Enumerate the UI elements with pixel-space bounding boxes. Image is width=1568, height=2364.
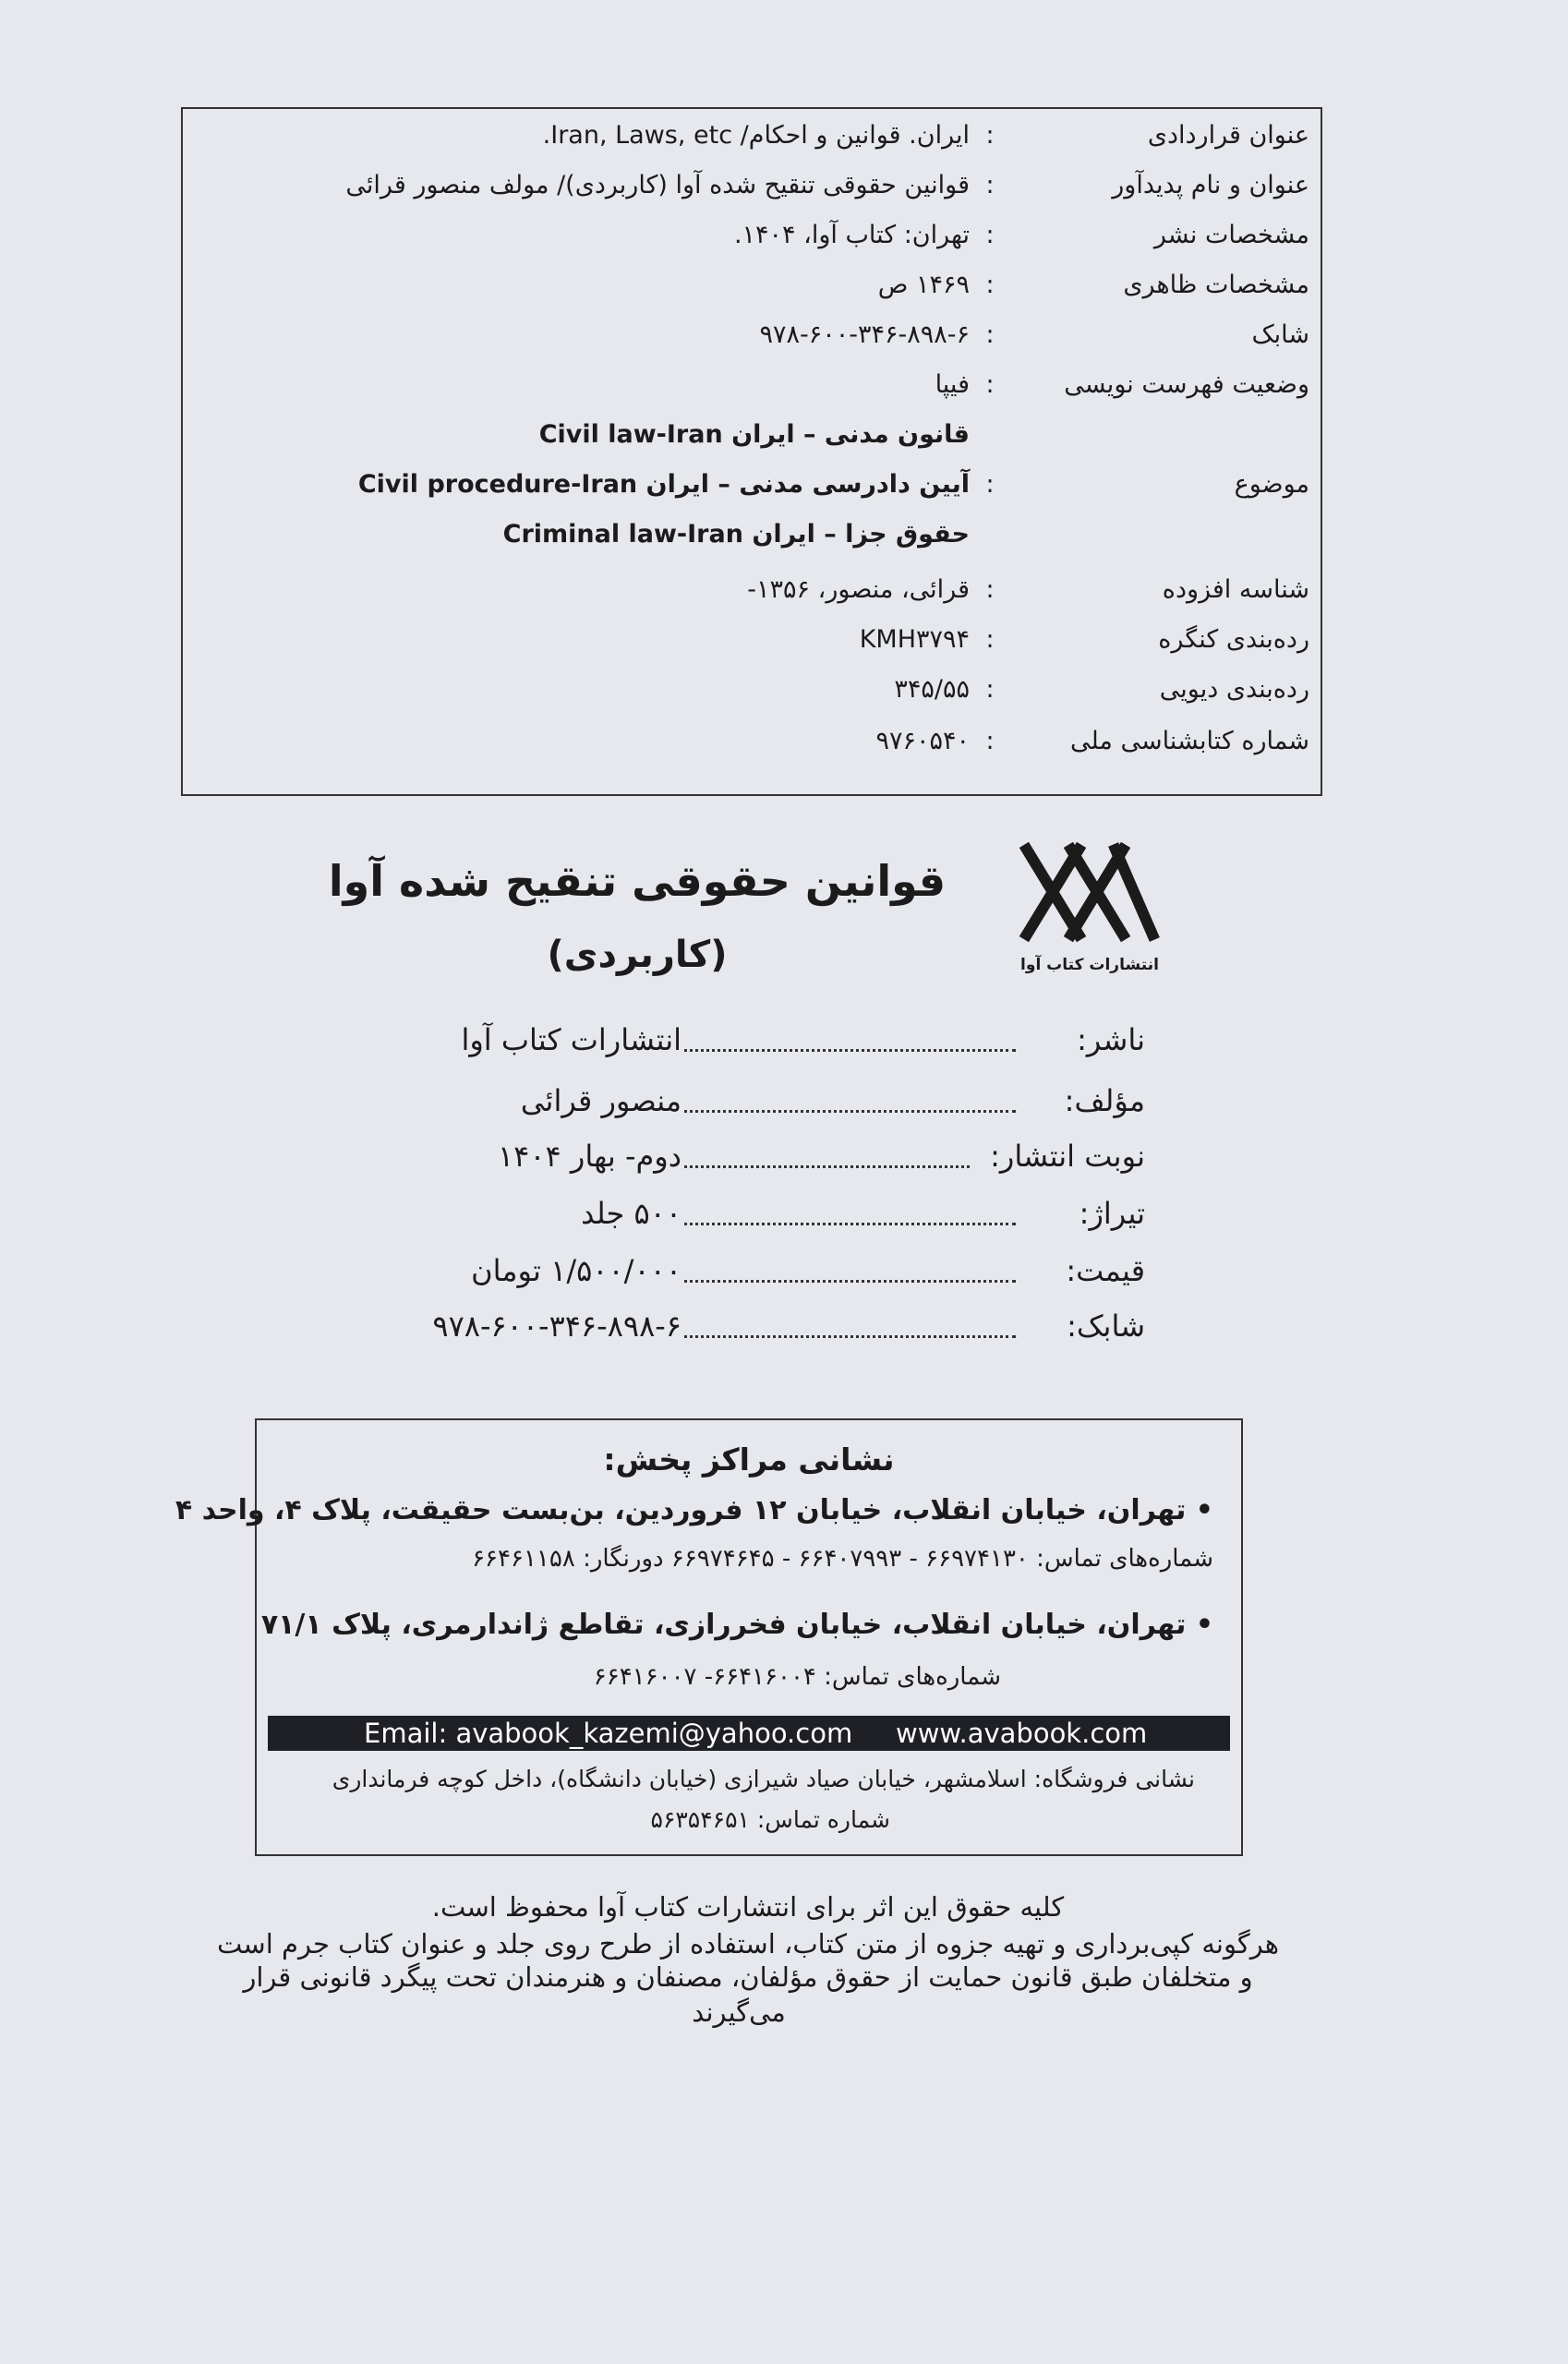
imprint-row <box>342 1300 1154 1352</box>
cip-row <box>183 362 1321 408</box>
copyright-line: و متخلفان طبق قانون حمایت از حقوق مؤلفان، مصنفان و هنرمندان تحت پیگرد قانونی قرار <box>243 1961 1253 1993</box>
distribution-phones: شماره‌های تماس: ۶۶۹۷۴۱۳۰ - ۶۶۴۰۷۹۹۳ - ۶۶۹۷۴۶۴۵ دورنگار: ۶۶۴۶۱۱۵۸ <box>472 1545 1213 1573</box>
cip-label: رده‌بندی دیویی <box>1159 675 1309 704</box>
imprint-row <box>342 1188 1154 1239</box>
imprint-value: دوم- بهار ۱۴۰۴ <box>342 1130 681 1182</box>
cip-value: ۳۴۵/۵۵ <box>894 675 970 704</box>
imprint-row <box>342 1130 1154 1182</box>
copyright-line: هرگونه کپی‌برداری و تهیه جزوه از متن کتاب، استفاده از طرح روی جلد و عنوان کتاب جرم است <box>216 1928 1280 1960</box>
imprint-label: قیمت: <box>1066 1253 1145 1288</box>
imprint-value: ۱/۵۰۰/۰۰۰ تومان <box>342 1245 681 1297</box>
cip-label: شماره کتابشناسی ملی <box>1069 727 1309 755</box>
cip-label: مشخصات ظاهری <box>1123 271 1309 299</box>
book-subtitle: (کاربردی) <box>547 934 728 976</box>
distribution-phones: شماره‌های تماس: ۶۶۴۱۶۰۰۴- ۶۶۴۱۶۰۰۷ <box>593 1663 1001 1691</box>
ava-books-logo-icon <box>1014 842 1165 981</box>
cip-colon: : <box>985 575 995 604</box>
cip-label: عنوان قراردادی <box>1147 121 1309 150</box>
distribution-centers-box <box>175 1418 1243 1856</box>
website-link[interactable]: www.avabook.com <box>896 1718 1148 1749</box>
store-address: نشانی فروشگاه: اسلامشهر، خیابان صیاد شیرازی (خیابان دانشگاه)، داخل کوچه فرمانداری <box>332 1766 1195 1792</box>
imprint-row <box>342 1075 1154 1127</box>
imprint-label: ناشر: <box>1077 1022 1145 1057</box>
cip-label: مشخصات نشر <box>1153 221 1309 249</box>
cip-colon: : <box>985 727 995 755</box>
cip-colon: : <box>985 121 995 150</box>
cip-value: آیین دادرسی مدنی – ایران Civil procedure-Iran <box>357 470 970 499</box>
cip-colon: : <box>985 271 995 299</box>
cip-row <box>183 113 1321 159</box>
cip-row <box>183 512 1321 558</box>
cip-label: عنوان و نام پدیدآور <box>1112 171 1309 199</box>
cip-colon: : <box>985 675 995 704</box>
imprint-label: نوبت انتشار: <box>990 1139 1145 1174</box>
cip-row <box>183 567 1321 613</box>
cip-label: شابک <box>1251 320 1309 349</box>
cip-value: ۹۷۶۰۵۴۰ <box>875 727 970 755</box>
cip-row <box>183 412 1321 458</box>
cip-colon: : <box>985 470 995 499</box>
cip-colon: : <box>985 370 995 399</box>
imprint-value: ۵۰۰ جلد <box>342 1188 681 1239</box>
imprint-row <box>342 1245 1154 1297</box>
cip-colon: : <box>985 221 995 249</box>
cip-colon: : <box>985 320 995 349</box>
cataloguing-in-publication-box <box>181 107 1322 796</box>
cip-value: ایران. قوانین و احکام/ Iran, Laws, etc. <box>542 121 970 150</box>
copyright-line: کلیه حقوق این اثر برای انتشارات کتاب آوا محفوظ است. <box>431 1891 1065 1923</box>
cip-value: قرائی، منصور، ۱۳۵۶- <box>747 575 970 604</box>
cip-row <box>183 212 1321 259</box>
cip-row <box>183 462 1321 508</box>
imprint-row <box>342 1014 1154 1066</box>
cip-row <box>183 718 1321 765</box>
cip-label: رده‌بندی کنگره <box>1158 625 1309 654</box>
imprint-label: شابک: <box>1067 1309 1145 1344</box>
cip-value: فیپا <box>935 370 970 399</box>
ava-books-logo-icon <box>1014 842 1165 981</box>
cip-label: شناسه افزوده <box>1162 575 1309 604</box>
cip-row <box>183 312 1321 358</box>
contact-bar <box>268 1716 1230 1751</box>
copyright-line: می‌گیرند <box>692 1996 786 2028</box>
email-link[interactable]: Email: avabook_kazemi@yahoo.com <box>364 1718 853 1749</box>
imprint-label: تیراژ: <box>1079 1196 1145 1231</box>
imprint-value: انتشارات کتاب آوا <box>342 1014 681 1066</box>
cip-value: حقوق جزا – ایران Criminal law-Iran <box>502 520 970 549</box>
cip-value: KMH۳۷۹۴ <box>859 625 970 654</box>
cip-row <box>183 667 1321 713</box>
book-title: قوانین حقوقی تنقیح شده آوا <box>328 856 947 906</box>
cip-label: موضوع <box>1234 470 1309 499</box>
cip-value: قوانین حقوقی تنقیح شده آوا (کاربردی)/ مولف منصور قرائی <box>345 171 970 199</box>
cip-row <box>183 163 1321 209</box>
cip-value: ۹۷۸-۶۰۰-۳۴۶-۸۹۸-۶ <box>759 320 970 349</box>
cip-colon: : <box>985 625 995 654</box>
cip-value: قانون مدنی – ایران Civil law-Iran <box>538 420 970 449</box>
cip-value: تهران: کتاب آوا، ۱۴۰۴. <box>733 221 970 249</box>
cip-value: ۱۴۶۹ ص <box>877 271 970 299</box>
cip-colon: : <box>985 171 995 199</box>
imprint-value: ۹۷۸-۶۰۰-۳۴۶-۸۹۸-۶ <box>342 1300 681 1352</box>
distribution-address: • تهران، خیابان انقلاب، خیابان فخررازی، تقاطع ژاندارمری، پلاک ۷۱/۱ <box>260 1609 1213 1641</box>
cip-row <box>183 617 1321 663</box>
logo-caption: انتشارات کتاب آوا <box>1020 956 1159 974</box>
cip-row <box>183 262 1321 308</box>
distribution-address: • تهران، خیابان انقلاب، خیابان ۱۲ فروردین، بن‌بست حقیقت، پلاک ۴، واحد ۴ <box>175 1494 1213 1526</box>
imprint-label: مؤلف: <box>1064 1083 1145 1118</box>
imprint-value: منصور قرائی <box>342 1075 681 1127</box>
cip-label: وضعیت فهرست نویسی <box>1064 370 1309 399</box>
store-phone: شماره تماس: ۵۶۳۵۴۶۵۱ <box>650 1806 890 1833</box>
distribution-heading: نشانی مراکز پخش: <box>603 1441 895 1478</box>
